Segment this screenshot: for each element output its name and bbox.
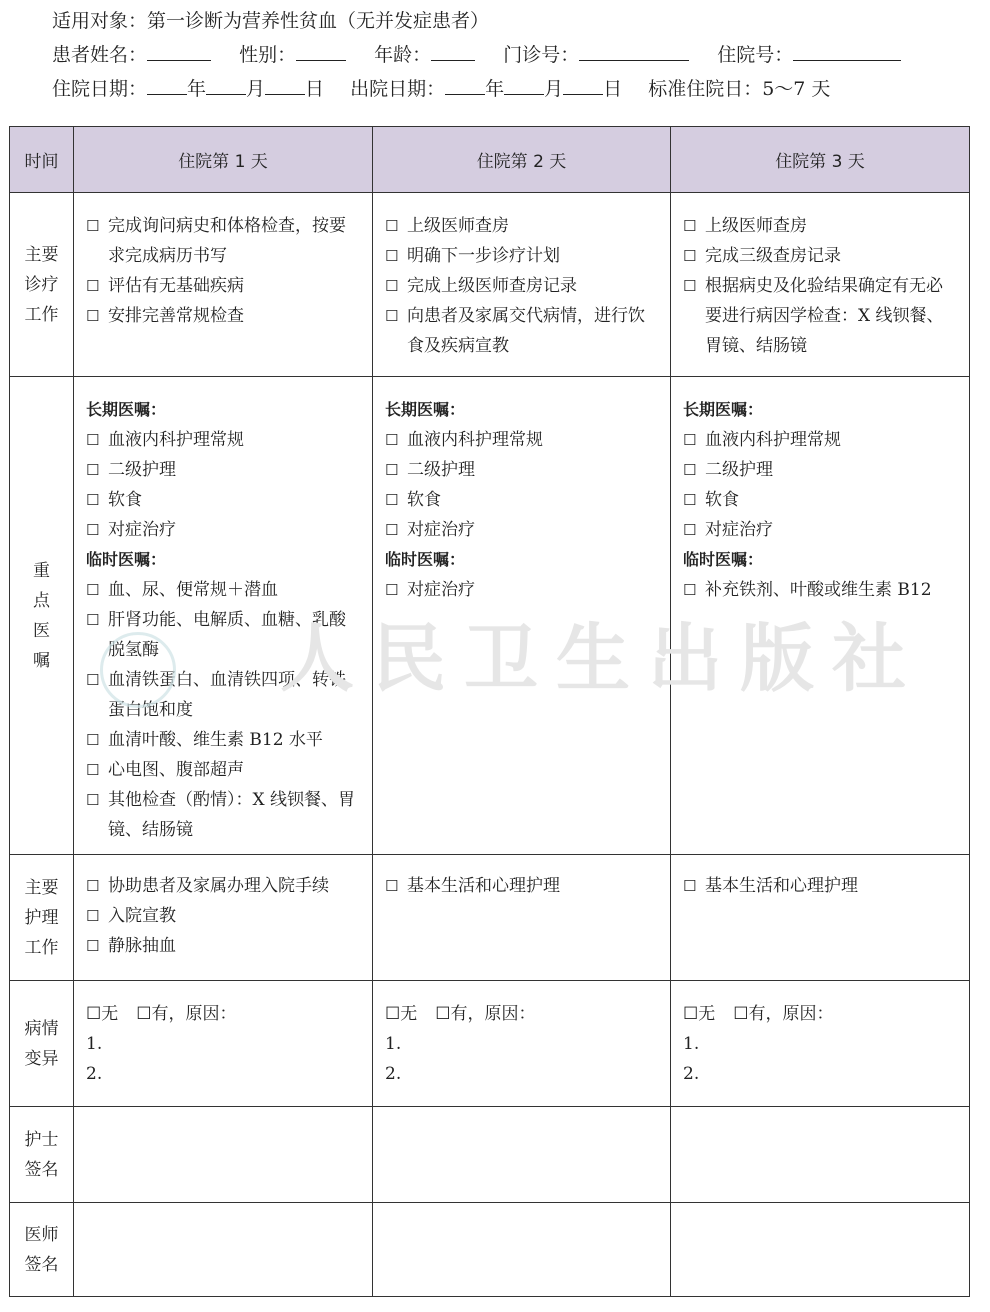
checkbox-item[interactable]: ☐ 根据病史及化验结果确定有无必要进行病因学检查：X 线钡餐、胃镜、结肠镜 <box>683 271 959 361</box>
age-label: 年龄： <box>374 44 432 66</box>
nurse-sign-day1[interactable] <box>74 1107 373 1203</box>
row-diagnosis <box>10 193 970 377</box>
checkbox-item[interactable]: ☐ 血液内科护理常规 <box>683 425 959 455</box>
long-term-orders-heading: 长期医嘱： <box>385 400 466 419</box>
checkbox-item[interactable]: ☐ 入院宣教 <box>86 901 362 931</box>
variation-has-checkbox[interactable]: ☐有，原因： <box>733 1004 834 1024</box>
applicable-object-text: 适用对象：第一诊断为营养性贫血（无并发症患者） <box>52 10 490 32</box>
year-unit: 年 <box>485 78 505 100</box>
checkbox-item[interactable]: ☐ 对症治疗 <box>385 515 660 545</box>
long-term-orders-heading: 长期医嘱： <box>86 400 167 419</box>
clinical-pathway-table <box>9 126 970 1297</box>
nurse-sign-day3[interactable] <box>671 1107 970 1203</box>
label-line: 护士 <box>24 1129 59 1150</box>
label-line: 诊疗 <box>24 274 59 295</box>
checkbox-item[interactable]: ☐ 肝肾功能、电解质、血糖、乳酸脱氢酶 <box>86 605 362 665</box>
row-label-doctor-sign <box>10 1203 74 1297</box>
checkbox-item[interactable]: ☐ 对症治疗 <box>86 515 362 545</box>
temp-orders-heading: 临时医嘱： <box>683 550 764 569</box>
applicable-object <box>52 6 489 33</box>
variation-item: 2. <box>385 1064 402 1084</box>
temp-orders-heading: 临时医嘱： <box>385 550 466 569</box>
age-field[interactable] <box>431 59 475 61</box>
temp-orders-heading: 临时医嘱： <box>86 550 167 569</box>
checkbox-item[interactable]: ☐ 二级护理 <box>683 455 959 485</box>
checkbox-item[interactable]: ☐ 评估有无基础疾病 <box>86 271 362 301</box>
doctor-sign-day3[interactable] <box>671 1203 970 1297</box>
checkbox-item[interactable]: ☐ 血清铁蛋白、血清铁四项、转铁蛋白饱和度 <box>86 665 362 725</box>
checkbox-item[interactable]: ☐ 静脉抽血 <box>86 931 362 961</box>
checkbox-item[interactable]: ☐ 心电图、腹部超声 <box>86 755 362 785</box>
label-line: 医 <box>33 620 50 641</box>
label-line: 嘱 <box>33 650 50 671</box>
col-time: 时间 <box>10 127 74 193</box>
checkbox-item[interactable]: ☐ 二级护理 <box>86 455 362 485</box>
col-day-2: 住院第 2 天 <box>373 127 671 193</box>
label-line: 医师 <box>24 1224 59 1245</box>
month-unit: 月 <box>544 78 564 100</box>
checkbox-item[interactable]: ☐ 对症治疗 <box>385 575 660 605</box>
publisher-watermark: 人民卫生出版社 <box>280 616 924 702</box>
row-label-diagnosis <box>10 193 74 377</box>
admit-year-field[interactable] <box>147 93 187 95</box>
checkbox-item[interactable]: ☐ 其他检查（酌情）：X 线钡餐、胃镜、结肠镜 <box>86 785 362 845</box>
row-label-variation <box>10 981 74 1107</box>
checkbox-item[interactable]: ☐ 协助患者及家属办理入院手续 <box>86 871 362 901</box>
admit-month-field[interactable] <box>206 93 246 95</box>
discharge-year-field[interactable] <box>445 93 485 95</box>
checkbox-item[interactable]: ☐ 安排完善常规检查 <box>86 301 362 331</box>
checkbox-item[interactable]: ☐ 完成上级医师查房记录 <box>385 271 660 301</box>
checkbox-item[interactable]: ☐ 上级医师查房 <box>683 211 959 241</box>
clinic-no-field[interactable] <box>579 59 689 61</box>
row-label-orders <box>10 377 74 855</box>
checkbox-item[interactable]: ☐ 血、尿、便常规＋潜血 <box>86 575 362 605</box>
label-line: 工作 <box>24 304 59 325</box>
variation-item: 2. <box>86 1064 103 1084</box>
checkbox-item[interactable]: ☐ 软食 <box>86 485 362 515</box>
row-nursing <box>10 855 970 981</box>
patient-info-line <box>52 40 901 67</box>
col-day-1: 住院第 1 天 <box>74 127 373 193</box>
row-variation <box>10 981 970 1107</box>
discharge-day-field[interactable] <box>563 93 603 95</box>
sex-label: 性别： <box>239 44 297 66</box>
doctor-sign-day2[interactable] <box>373 1203 671 1297</box>
admit-day-field[interactable] <box>265 93 305 95</box>
nurse-sign-day2[interactable] <box>373 1107 671 1203</box>
label-line: 护理 <box>24 907 59 928</box>
row-doctor-sign <box>10 1203 970 1297</box>
variation-item: 1. <box>86 1034 103 1054</box>
row-label-nursing <box>10 855 74 981</box>
checkbox-item[interactable]: ☐ 补充铁剂、叶酸或维生素 B12 <box>683 575 959 605</box>
col-day-3: 住院第 3 天 <box>671 127 970 193</box>
variation-none-checkbox[interactable]: ☐无 <box>86 1004 119 1024</box>
inpatient-no-label: 住院号： <box>717 44 794 66</box>
year-unit: 年 <box>187 78 207 100</box>
variation-has-checkbox[interactable]: ☐有，原因： <box>136 1004 237 1024</box>
checkbox-item[interactable]: ☐ 血液内科护理常规 <box>385 425 660 455</box>
label-line: 签名 <box>24 1159 59 1180</box>
sex-field[interactable] <box>296 59 346 61</box>
variation-item: 1. <box>385 1034 402 1054</box>
checkbox-item[interactable]: ☐ 完成三级查房记录 <box>683 241 959 271</box>
standard-stay: 标准住院日：5～7 天 <box>648 78 831 100</box>
label-line: 主要 <box>24 244 59 265</box>
checkbox-item[interactable]: ☐ 软食 <box>385 485 660 515</box>
checkbox-item[interactable]: ☐ 对症治疗 <box>683 515 959 545</box>
month-unit: 月 <box>246 78 266 100</box>
clinic-no-label: 门诊号： <box>503 44 580 66</box>
publisher-logo-icon <box>100 632 176 708</box>
row-label-nurse-sign <box>10 1107 74 1203</box>
checkbox-item[interactable]: ☐ 基本生活和心理护理 <box>683 871 959 901</box>
label-line: 重 <box>33 560 50 581</box>
header-row <box>10 127 970 193</box>
checkbox-item[interactable]: ☐ 上级医师查房 <box>385 211 660 241</box>
patient-name-label: 患者姓名： <box>52 44 148 66</box>
checkbox-item[interactable]: ☐ 血液内科护理常规 <box>86 425 362 455</box>
variation-item: 2. <box>683 1064 700 1084</box>
label-line: 主要 <box>24 877 59 898</box>
inpatient-no-field[interactable] <box>793 59 901 61</box>
label-line: 点 <box>33 590 50 611</box>
admit-date-label: 住院日期： <box>52 78 148 100</box>
variation-none-checkbox[interactable]: ☐无 <box>385 1004 418 1024</box>
row-orders <box>10 377 970 855</box>
patient-name-field[interactable] <box>147 59 211 61</box>
checkbox-item[interactable]: ☐ 完成询问病史和体格检查，按要求完成病历书写 <box>86 211 362 271</box>
variation-none-checkbox[interactable]: ☐无 <box>683 1004 716 1024</box>
checkbox-item[interactable]: ☐ 基本生活和心理护理 <box>385 871 660 901</box>
checkbox-item[interactable]: ☐ 软食 <box>683 485 959 515</box>
label-line: 病情 <box>24 1018 59 1039</box>
checkbox-item[interactable]: ☐ 明确下一步诊疗计划 <box>385 241 660 271</box>
row-nurse-sign <box>10 1107 970 1203</box>
day-unit: 日 <box>305 78 325 100</box>
date-line <box>52 74 830 101</box>
variation-item: 1. <box>683 1034 700 1054</box>
day-unit: 日 <box>603 78 623 100</box>
discharge-month-field[interactable] <box>504 93 544 95</box>
checkbox-item[interactable]: ☐ 向患者及家属交代病情，进行饮食及疾病宣教 <box>385 301 660 361</box>
long-term-orders-heading: 长期医嘱： <box>683 400 764 419</box>
variation-has-checkbox[interactable]: ☐有，原因： <box>435 1004 536 1024</box>
label-line: 变异 <box>24 1048 59 1069</box>
label-line: 工作 <box>24 937 59 958</box>
label-line: 签名 <box>24 1254 59 1275</box>
checkbox-item[interactable]: ☐ 二级护理 <box>385 455 660 485</box>
checkbox-item[interactable]: ☐ 血清叶酸、维生素 B12 水平 <box>86 725 362 755</box>
discharge-date-label: 出院日期： <box>350 78 446 100</box>
doctor-sign-day1[interactable] <box>74 1203 373 1297</box>
